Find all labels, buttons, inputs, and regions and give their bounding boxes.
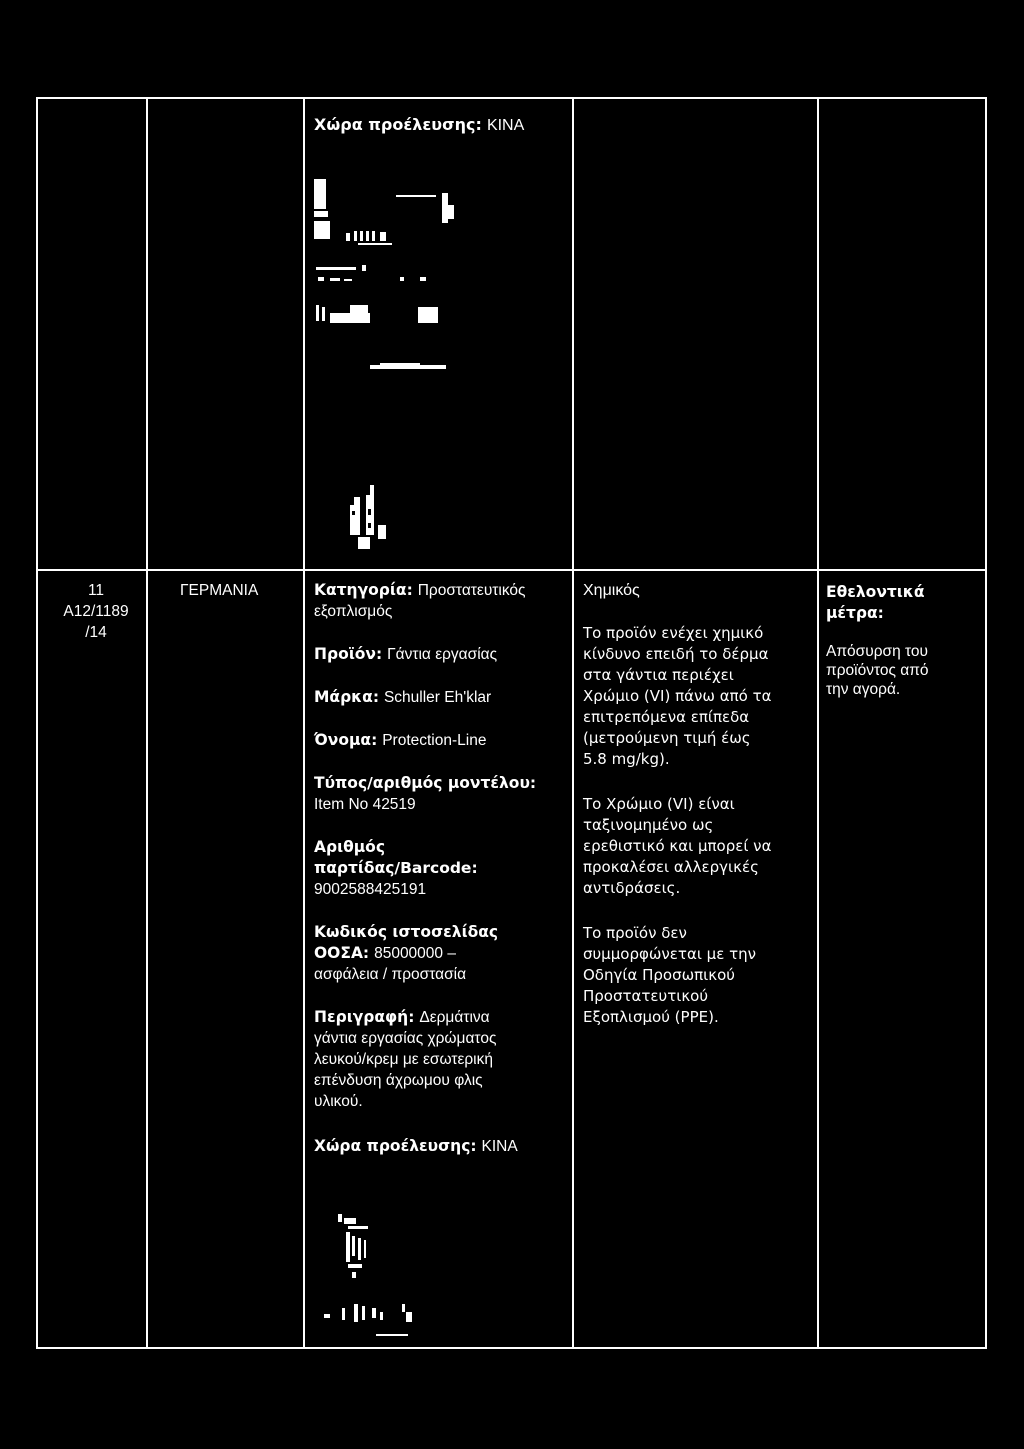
oecd-value-2: ασφάλεια / προστασία <box>314 966 467 983</box>
risk-paragraph-1 <box>583 623 813 770</box>
measures-value-3: την αγορά. <box>826 681 901 698</box>
risk-paragraph-2 <box>583 794 813 899</box>
risk-p1-line: (μετρούμενη τιμή έως <box>583 729 751 747</box>
description <box>314 1007 566 1112</box>
risk-p3-line: Προστατευτικού <box>583 987 709 1005</box>
desc-value-5: υλικού. <box>314 1093 363 1110</box>
risk-p3-line: Οδηγία Προσωπικού <box>583 966 735 984</box>
risk-p2-line: προκαλέσει αλλεργικές <box>583 858 759 876</box>
bottom-origin <box>314 1136 566 1157</box>
risk-p1-line: 5.8 mg/kg). <box>583 750 670 768</box>
risk-p2-line: αντιδράσεις. <box>583 879 681 897</box>
measures-value-1: Απόσυρση του <box>826 643 929 660</box>
bottom-origin-label: Χώρα προέλευσης: <box>314 1137 477 1155</box>
row-code-line1: A12/1189 <box>63 603 129 620</box>
measures-label-2: μέτρα: <box>826 604 884 622</box>
row-number: 11 <box>87 582 105 599</box>
category-label: Κατηγορία: <box>314 581 413 599</box>
country: ΓΕΡΜΑΝΙΑ <box>180 582 259 599</box>
desc-value-4: επένδυση άχρωμου φλις <box>314 1072 483 1089</box>
country-cell <box>180 580 258 601</box>
batch-value: 9002588425191 <box>314 881 427 898</box>
bottom-origin-value: ΚΙΝΑ <box>481 1138 518 1155</box>
category-value: Προστατευτικός εξοπλισμός <box>314 582 526 620</box>
risk-p1-line: κίνδυνο επειδή το δέρμα <box>583 645 769 663</box>
risk-p3-line: Εξοπλισμού (PPE). <box>583 1008 719 1026</box>
brand-label: Μάρκα: <box>314 688 380 706</box>
desc-value-3: λευκού/κρεμ με εσωτερική <box>314 1051 493 1068</box>
column-divider <box>303 97 305 1349</box>
oecd-label-2: ΟΟΣΑ: <box>314 944 370 962</box>
product-details <box>314 580 566 1157</box>
origin-value: ΚΙΝΑ <box>486 117 525 134</box>
risk-p2-line: Το Χρώμιο (VI) είναι <box>583 795 735 813</box>
product-label: Προϊόν: <box>314 645 383 663</box>
name <box>314 730 566 751</box>
batch-label-2: παρτίδας/Barcode: <box>314 859 478 877</box>
measures-value-2: προϊόντος από <box>826 662 929 679</box>
risk-p1-line: Το προϊόν ενέχει χημικό <box>583 624 764 642</box>
risk-p1-line: Χρώμιο (VI) πάνω από τα <box>583 687 772 705</box>
risk-p1-line: στα γάντια περιέχει <box>583 666 734 684</box>
product-photo-bottom <box>318 1208 438 1340</box>
risk-details <box>583 580 813 1028</box>
measures <box>826 582 984 699</box>
product-photo-top <box>310 175 470 555</box>
origin-label: Χώρα προέλευσης: <box>314 115 482 134</box>
desc-value-1: Δερμάτινα <box>419 1009 490 1026</box>
product-value: Γάντια εργασίας <box>387 646 498 663</box>
category <box>314 580 566 622</box>
product <box>314 644 566 665</box>
column-divider <box>146 97 148 1349</box>
brand-value: Schuller Eh'klar <box>383 689 492 706</box>
risk-type: Χημικός <box>583 582 640 599</box>
desc-value-2: γάντια εργασίας χρώματος <box>314 1030 497 1047</box>
risk-p1-line: επιτρεπόμενα επίπεδα <box>583 708 750 726</box>
model <box>314 773 566 815</box>
row-divider <box>36 569 987 571</box>
model-label: Τύπος/αριθμός μοντέλου: <box>314 774 537 792</box>
oecd-label-1: Κωδικός ιστοσελίδας <box>314 923 499 941</box>
risk-p2-line: ταξινομημένο ως <box>583 816 714 834</box>
brand <box>314 687 566 708</box>
risk-p2-line: ερεθιστικό και μπορεί να <box>583 837 772 855</box>
column-divider <box>572 97 574 1349</box>
desc-label: Περιγραφή: <box>314 1008 415 1026</box>
measures-label-1: Εθελοντικά <box>826 583 925 601</box>
name-label: Όνομα: <box>314 731 378 749</box>
model-value: Item No 42519 <box>314 796 416 813</box>
row-number-cell <box>48 580 144 643</box>
risk-p3-line: Το προϊόν δεν <box>583 924 687 942</box>
risk-p3-line: συμμορφώνεται με την <box>583 945 757 963</box>
column-divider <box>817 97 819 1349</box>
risk-paragraph-3 <box>583 923 813 1028</box>
row-code-line2: /14 <box>85 624 107 641</box>
name-value: Protection-Line <box>382 732 487 749</box>
batch-label-1: Αριθμός <box>314 838 386 856</box>
oecd <box>314 922 566 985</box>
top-origin <box>314 114 524 136</box>
oecd-value-1: 85000000 – <box>374 945 456 962</box>
batch <box>314 837 566 900</box>
